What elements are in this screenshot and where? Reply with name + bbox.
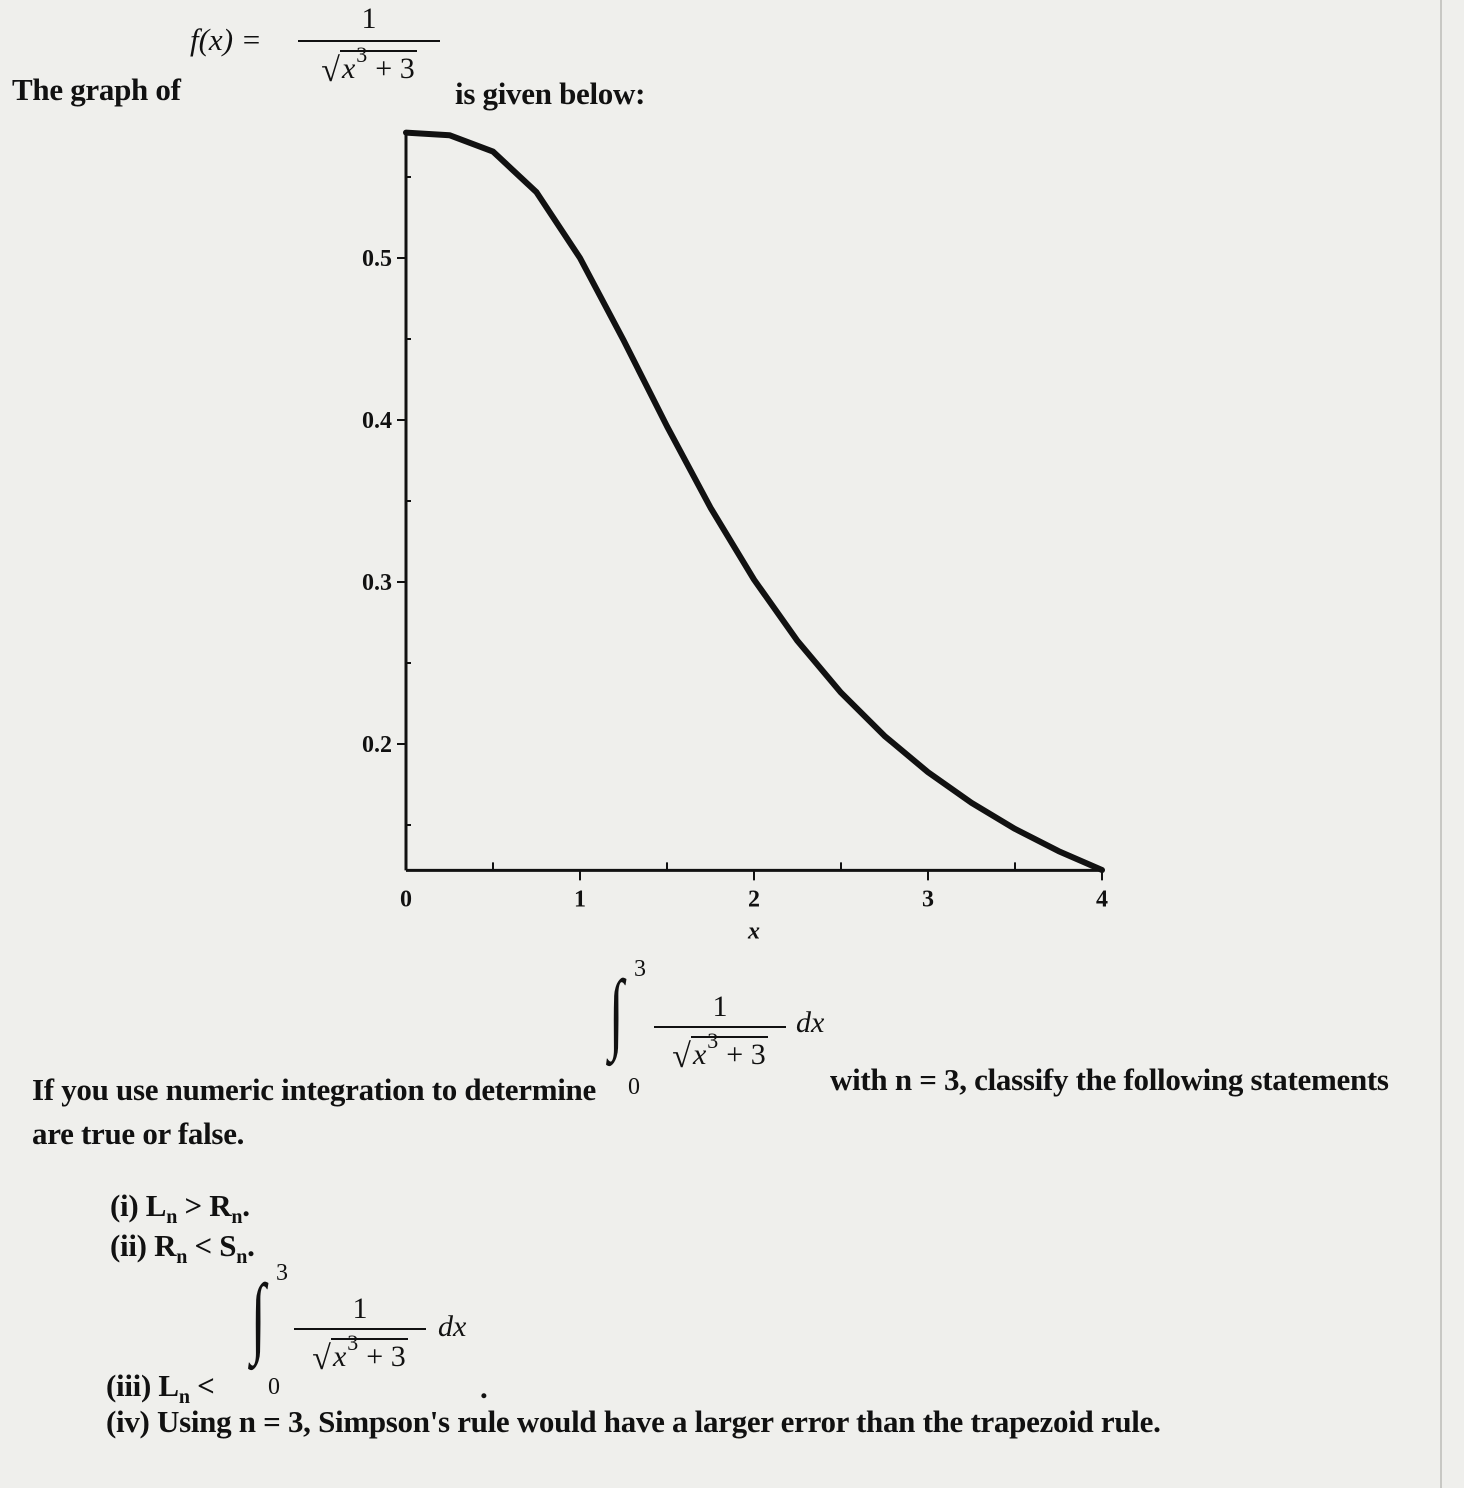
integral-upper-limit: 3 xyxy=(276,1260,288,1286)
question-text-2: with n = 3, classify the following statements xyxy=(830,1062,1389,1097)
s1-sub2: n xyxy=(231,1206,243,1229)
s3-prefix: (iii) L xyxy=(106,1368,179,1403)
sqrt-icon: √ xyxy=(312,1340,331,1377)
integrand-numerator: 1 xyxy=(352,1292,368,1325)
integral-lower-limit: 0 xyxy=(628,1074,640,1100)
integral-lower-limit: 0 xyxy=(268,1374,280,1400)
y-tick-label: 0.4 xyxy=(362,408,392,434)
exponent: 3 xyxy=(356,42,368,67)
sqrt-icon: √ xyxy=(672,1038,691,1075)
statement-i xyxy=(110,1188,250,1229)
x-tick-label: 3 xyxy=(922,886,934,913)
s1-end: . xyxy=(242,1188,250,1223)
var-x: x xyxy=(341,52,356,85)
integrand-denominator xyxy=(312,1330,407,1377)
integrand-bar xyxy=(654,1026,786,1028)
x-tick-label: 2 xyxy=(748,886,760,913)
integrand-denominator xyxy=(672,1028,767,1075)
s3-mid: < xyxy=(189,1368,215,1403)
exponent: 3 xyxy=(347,1330,359,1355)
x-axis-label: x xyxy=(748,918,760,945)
s2-prefix: (ii) R xyxy=(110,1228,177,1263)
s2-sub1: n xyxy=(176,1246,188,1269)
sqrt-icon: √ xyxy=(321,52,340,89)
plus-three: + 3 xyxy=(366,1340,406,1373)
y-tick-label: 0.3 xyxy=(362,570,392,596)
integrand-fraction xyxy=(294,1292,426,1376)
statement-iv: (iv) Using n = 3, Simpson's rule would have a larger error than the trapezoid rule. xyxy=(106,1404,1161,1439)
s2-end: . xyxy=(247,1228,255,1263)
s2-mid: < S xyxy=(187,1228,237,1263)
intro-suffix: is given below: xyxy=(455,76,646,111)
s1-sub1: n xyxy=(166,1206,178,1229)
integral-dx: dx xyxy=(796,1006,825,1039)
var-x: x xyxy=(332,1340,347,1373)
integral-sign-icon: ∫ xyxy=(608,963,624,1062)
integrand-fraction xyxy=(654,990,786,1074)
integral-sign-icon: ∫ xyxy=(250,1267,266,1366)
integral-dx: dx xyxy=(438,1310,467,1343)
intro-prefix: The graph of xyxy=(12,72,181,107)
question-text-3: are true or false. xyxy=(32,1116,245,1151)
statement-ii xyxy=(110,1228,255,1269)
s2-sub2: n xyxy=(236,1246,248,1269)
s1-mid: > R xyxy=(177,1188,232,1223)
s1-prefix: (i) L xyxy=(110,1188,167,1223)
y-tick-label: 0.5 xyxy=(362,246,392,272)
function-curve xyxy=(406,133,1102,870)
integrand-bar xyxy=(294,1328,426,1330)
statement-iii xyxy=(106,1368,214,1409)
plus-three: + 3 xyxy=(726,1038,766,1071)
integrand-numerator: 1 xyxy=(712,990,728,1023)
var-x: x xyxy=(692,1038,707,1071)
y-tick-label: 0.2 xyxy=(362,732,392,758)
x-tick-label: 4 xyxy=(1096,886,1108,913)
radicand xyxy=(331,1330,408,1376)
s3-end: . xyxy=(480,1370,488,1405)
integral-upper-limit: 3 xyxy=(634,956,646,982)
x-tick-label: 1 xyxy=(574,886,586,913)
function-lhs-text: f(x) = xyxy=(190,22,262,57)
exponent: 3 xyxy=(707,1028,719,1053)
x-tick-label: 0 xyxy=(400,886,412,913)
radicand xyxy=(691,1028,768,1074)
question-text-1: If you use numeric integration to determine xyxy=(32,1072,596,1107)
fraction-numerator: 1 xyxy=(361,2,377,35)
plus-three: + 3 xyxy=(375,52,415,85)
s3-sub1: n xyxy=(178,1386,190,1409)
